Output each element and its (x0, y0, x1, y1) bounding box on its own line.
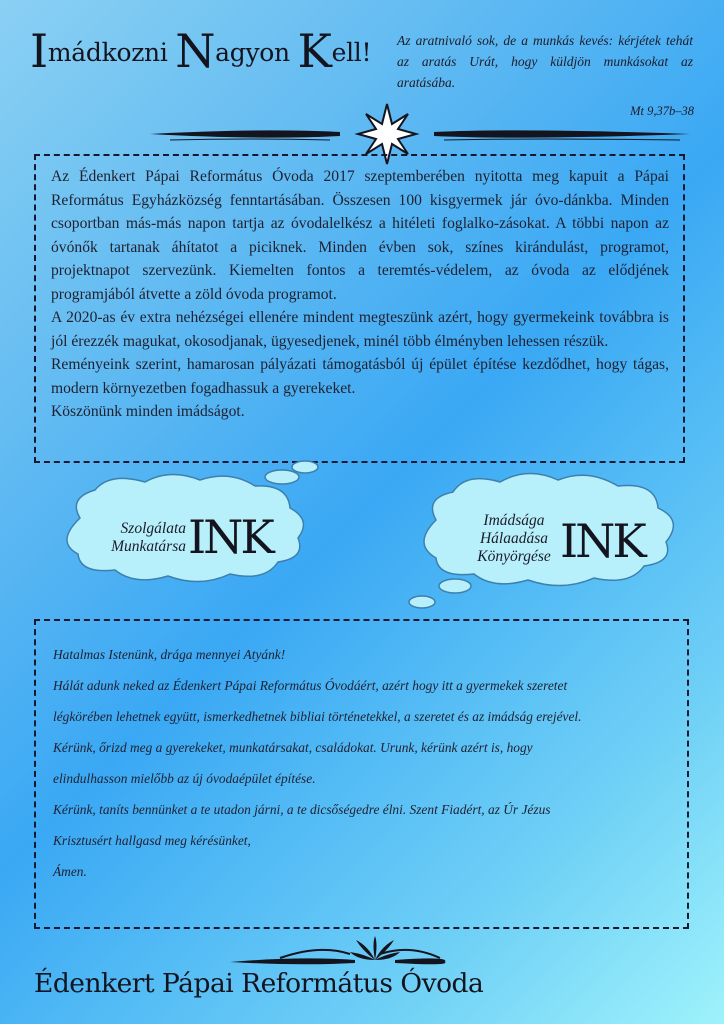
thought-cloud-left (50, 458, 350, 588)
prayer-box (34, 619, 689, 929)
prayer-line: elindulhasson mielőbb az új óvodaépület építése. (53, 771, 316, 786)
prayer-line: Kérünk, taníts bennünket a te utadon járni, a te dicsőségedre élni. Szent Fiadért, az Úr Jézus (53, 802, 551, 817)
cloud-right-line-3: Könyörgése (477, 548, 551, 565)
cloud-right-ink: INK (560, 514, 644, 568)
prayer-line: Krisztusért hallgasd meg kérésünket, (53, 833, 251, 848)
cloud-left-ink: INK (188, 510, 272, 564)
page-title (30, 24, 372, 78)
prayer-line: légkörében lehetnek együtt, ismerkedhetnek bibliai történetekkel, a szeretet és az imádság erejével. (53, 709, 582, 724)
title-word-2: agyon (215, 38, 290, 67)
leaf-icon (350, 936, 400, 960)
intro-paragraph: A 2020-as év extra nehézségei ellenére mindent megteszünk azért, hogy gyermekeink továbbra is jól érezzék magukat, okosodjanak, ügyesedjenek, minél több élményben lehessen részük. (51, 309, 669, 350)
title-initial-1: I (30, 24, 48, 78)
prayer-line: Hatalmas Istenünk, drága mennyei Atyánk! (53, 647, 286, 662)
bible-quote: Az aratnivaló sok, de a munkás kevés: kérjétek tehát az aratás Urát, hogy küldjön munkásokat az aratásába. (397, 33, 693, 90)
intro-paragraph: Az Édenkert Pápai Református Óvoda 2017 szeptemberében nyitotta meg kapuit a Pápai Református Egyházközség fenntartásában. Összesen 100 kisgyermek jár óvo-dánkba. Minden csoportban más-más napon tartja az óvodalelkész a hitéleti foglalko-zásokat. A többi napon az óvónők tartanak áhítatot a piciknek. Minden évben sok, színes kirándulást, programot, projektnapot szervezünk. Kiemelten fontos a teremtés-védelem, az óvoda az elődjének programjából átvette a zöld óvoda programot. (51, 168, 669, 303)
footer-organization-name: Édenkert Pápai Református Óvoda (34, 968, 484, 999)
cloud-left-line-2: Munkatársa (111, 538, 186, 555)
prayer-line: Ámen. (53, 864, 87, 879)
title-initial-3: K (297, 24, 332, 78)
title-word-3: ell! (331, 38, 372, 67)
bible-quote-reference: Mt 9,37b–38 (630, 104, 694, 118)
intro-box (34, 154, 685, 463)
intro-paragraph: Köszönünk minden imádságot. (51, 403, 245, 420)
cloud-right-line-1: Imádsága (483, 512, 545, 529)
cloud-left-line-1: Szolgálata (120, 520, 186, 537)
cloud-right-line-2: Hálaadása (479, 530, 549, 547)
prayer-line: Hálát adunk neked az Édenkert Pápai Református Óvodáért, azért hogy itt a gyermekek szeretet (53, 678, 568, 693)
prayer-line: Kérünk, őrizd meg a gyerekeket, munkatársakat, családokat. Urunk, kérünk azért is, hogy (53, 740, 533, 755)
title-initial-2: N (175, 24, 216, 78)
title-word-1: mádkozni (47, 38, 168, 67)
intro-paragraph: Reményeink szerint, hamarosan pályázati támogatásból új épület építése kezdődhet, hogy tágas, modern környezetben fogadhassuk a gyerekeket. (51, 356, 669, 397)
thought-cloud-right (408, 462, 708, 612)
